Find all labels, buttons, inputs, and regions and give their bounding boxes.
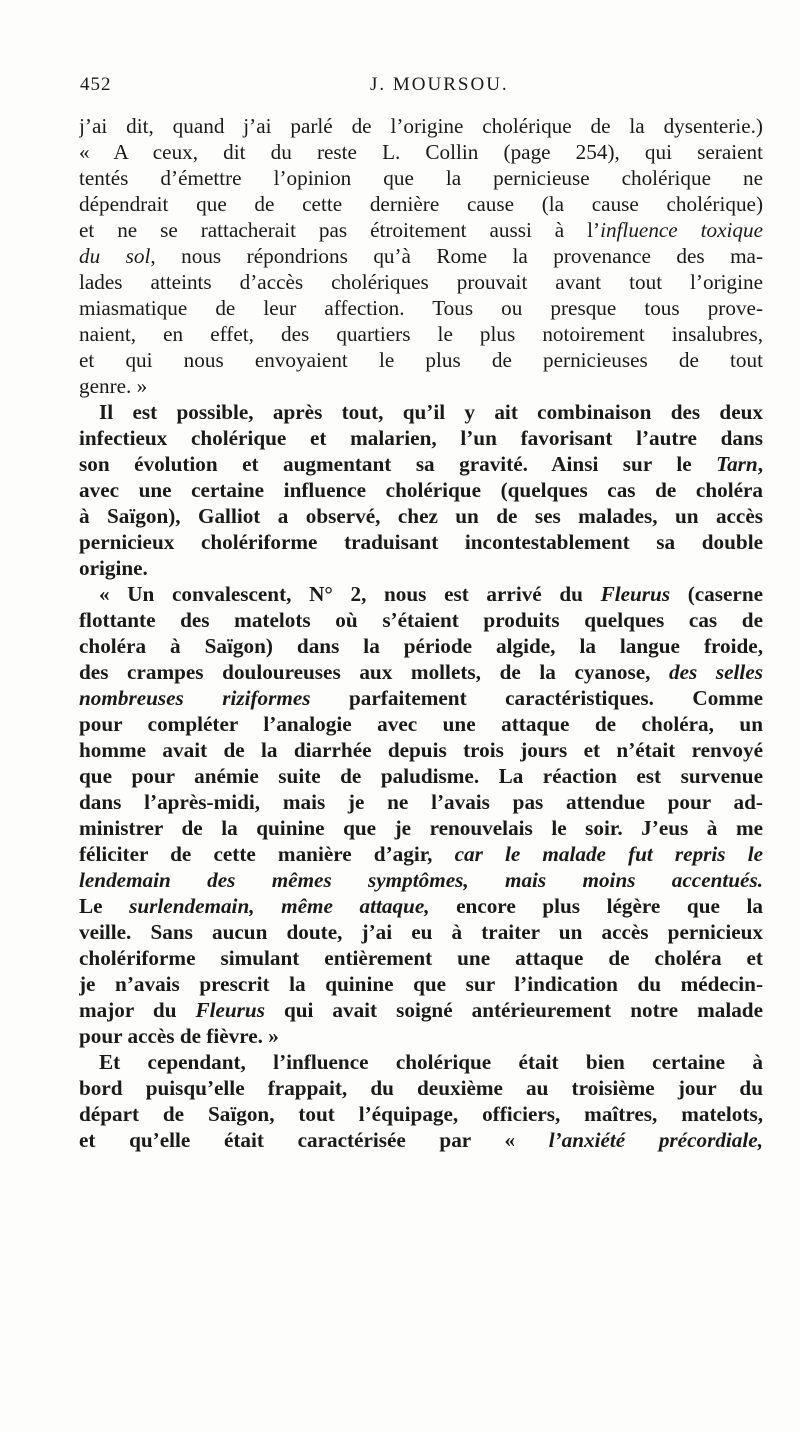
line-text: et ne se rattacherait pas étroitement aussi à l’ <box>79 218 601 242</box>
line-text: pernicieux cholériforme traduisant incontestablement sa double <box>79 530 763 554</box>
text-line <box>79 1127 763 1153</box>
text-line <box>79 295 763 321</box>
line-text: et qu’elle était caractérisée par « <box>79 1128 549 1152</box>
line-text: Et cependant, l’influence cholérique était bien certaine à <box>99 1050 763 1074</box>
line-text: féliciter de cette manière d’agir, <box>79 842 455 866</box>
line-text: lades atteints d’accès cholériques prouvait avant tout l’origine <box>79 270 763 294</box>
italic-text: Fleurus <box>195 998 265 1022</box>
text-line <box>79 139 763 165</box>
line-text: major du <box>79 998 196 1022</box>
line-text: « A ceux, dit du reste L. Collin (page 254), qui seraient <box>79 140 763 164</box>
line-text: veille. Sans aucun doute, j’ai eu à traiter un accès pernicieux <box>79 920 763 944</box>
text-line <box>79 867 763 893</box>
text-line <box>79 841 763 867</box>
line-text: qui avait soigné antérieurement notre malade <box>264 998 763 1022</box>
text-line <box>79 191 763 217</box>
line-text: naient, en effet, des quartiers le plus notoirement insalubres, <box>79 322 763 346</box>
line-text: et qui nous envoyaient le plus de pernicieuses de tout <box>79 348 763 372</box>
italic-text: des selles <box>669 660 763 684</box>
line-text: avec une certaine influence cholérique (quelques cas de choléra <box>79 478 763 502</box>
text-line <box>79 1101 763 1127</box>
text-line <box>79 581 763 607</box>
line-text: parfaitement caractéristiques. Comme <box>310 686 763 710</box>
text-line <box>79 347 763 373</box>
line-text: bord puisqu’elle frappait, du deuxième au troisième jour du <box>79 1076 763 1100</box>
text-line <box>79 321 763 347</box>
line-text: encore plus légère que la <box>429 894 763 918</box>
text-line <box>79 763 763 789</box>
text-line <box>79 269 763 295</box>
text-line <box>79 555 763 581</box>
text-line <box>79 113 763 139</box>
line-text: Le <box>79 894 130 918</box>
body-text <box>79 113 763 1153</box>
line-text: dans l’après-midi, mais je ne l’avais pas attendue pour ad- <box>79 790 763 814</box>
text-line <box>79 971 763 997</box>
line-text: miasmatique de leur affection. Tous ou presque tous prove- <box>79 296 763 320</box>
line-text: cholériforme simulant entièrement une attaque de choléra et <box>79 946 763 970</box>
text-line <box>79 243 763 269</box>
text-line <box>79 451 763 477</box>
text-line <box>79 399 763 425</box>
italic-text: nombreuses riziformes <box>79 686 311 710</box>
line-text: j’ai dit, quand j’ai parlé de l’origine cholérique de la dysenterie.) <box>79 114 763 138</box>
line-text: pour accès de fièvre. » <box>79 1024 279 1048</box>
text-line <box>79 919 763 945</box>
line-text: pour compléter l’analogie avec une attaque de choléra, un <box>79 712 763 736</box>
text-line <box>79 1049 763 1075</box>
text-line <box>79 789 763 815</box>
line-text: , nous répondrions qu’à Rome la provenance des ma- <box>150 244 763 268</box>
line-text: Il est possible, après tout, qu’il y ait combinaison des deux <box>99 400 763 424</box>
line-text: départ de Saïgon, tout l’équipage, officiers, maîtres, matelots, <box>79 1102 763 1126</box>
text-line <box>79 425 763 451</box>
italic-text: Tarn <box>716 452 758 476</box>
italic-text: Fleurus <box>600 582 671 606</box>
line-text: flottante des matelots où s’étaient produits quelques cas de <box>79 608 763 632</box>
line-text: « Un convalescent, N° 2, nous est arrivé du <box>99 582 601 606</box>
running-head: J. MOURSOU. <box>370 74 509 95</box>
italic-text: car le malade fut repris le <box>454 842 763 866</box>
text-line <box>79 607 763 633</box>
italic-text: surlendemain, même attaque, <box>129 894 430 918</box>
line-text: tentés d’émettre l’opinion que la pernicieuse cholérique ne <box>79 166 763 190</box>
page-header <box>80 74 760 104</box>
line-text: à Saïgon), Galliot a observé, chez un de ses malades, un accès <box>79 504 763 528</box>
line-text: genre. » <box>79 374 148 398</box>
text-line <box>79 737 763 763</box>
text-line <box>79 165 763 191</box>
text-line <box>79 893 763 919</box>
text-line <box>79 659 763 685</box>
line-text: choléra à Saïgon) dans la période algide, la langue froide, <box>79 634 763 658</box>
line-text: homme avait de la diarrhée depuis trois jours et n’était renvoyé <box>79 738 763 762</box>
italic-text: du sol <box>79 244 151 268</box>
text-line <box>79 1075 763 1101</box>
line-text: son évolution et augmentant sa gravité. Ainsi sur le <box>79 452 717 476</box>
text-line <box>79 633 763 659</box>
text-line <box>79 217 763 243</box>
line-text: origine. <box>79 556 148 580</box>
line-text: que pour anémie suite de paludisme. La réaction est survenue <box>79 764 763 788</box>
line-text: ministrer de la quinine que je renouvelais le soir. J’eus à me <box>79 816 763 840</box>
text-line <box>79 477 763 503</box>
text-line <box>79 711 763 737</box>
line-text: je n’avais prescrit la quinine que sur l’indication du médecin- <box>79 972 763 996</box>
line-text: infectieux cholérique et malarien, l’un favorisant l’autre dans <box>79 426 763 450</box>
italic-text: lendemain des mêmes symptômes, mais moins accentués. <box>79 868 763 892</box>
line-text: dépendrait que de cette dernière cause (la cause cholérique) <box>79 192 763 216</box>
page-number: 452 <box>80 74 112 95</box>
line-text: (caserne <box>670 582 763 606</box>
text-line <box>79 685 763 711</box>
text-line <box>79 1023 763 1049</box>
text-line <box>79 815 763 841</box>
text-line <box>79 945 763 971</box>
line-text: , <box>757 452 763 476</box>
text-line <box>79 997 763 1023</box>
italic-text: influence toxique <box>600 218 763 242</box>
text-line <box>79 529 763 555</box>
text-line <box>79 373 763 399</box>
line-text: des crampes douloureuses aux mollets, de la cyanose, <box>79 660 670 684</box>
italic-text: l’anxiété précordiale, <box>548 1128 763 1152</box>
text-line <box>79 503 763 529</box>
